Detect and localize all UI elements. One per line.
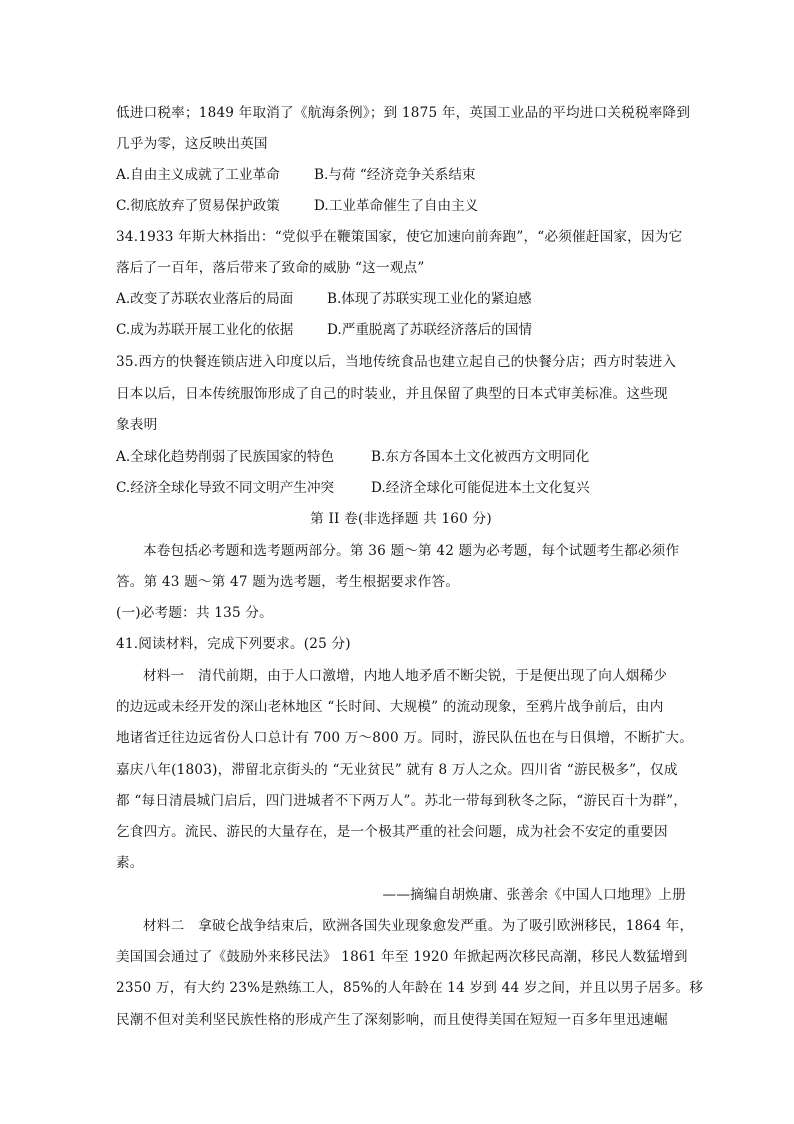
q33-stem-line-1: 低进口税率；1849 年取消了《航海条例》；到 1875 年，英国工业品的平均进口关税税率降到 (116, 105, 691, 121)
q35-stem-line-3: 象表明 (116, 417, 158, 433)
q41-material1-line-6: 乞食四方。流民、游民的大量存在，是一个极其严重的社会问题，成为社会不安定的重要因 (116, 824, 668, 840)
q34-option-a[interactable]: A.改变了苏联农业落后的局面 (116, 291, 294, 307)
q41-material2-line-3: 2350 万，有大约 23%是熟练工人，85%的人年龄在 14 岁到 44 岁之间，并且以男子居多。移 (116, 980, 704, 996)
q33-option-c[interactable]: C.彻底放弃了贸易保护政策 (116, 198, 280, 214)
q41-material2-line-1: 材料二 拿破仑战争结束后，欧洲各国失业现象愈发严重。为了吸引欧洲移民，1864 年， (143, 918, 694, 934)
q33-option-a[interactable]: A.自由主义成就了工业革命 (116, 167, 280, 183)
q35-option-b[interactable]: B.东方各国本土文化被西方文明同化 (371, 449, 590, 465)
q41-material2-line-4: 民潮不但对美利坚民族性格的形成产生了深刻影响，而且使得美国在短短一百多年里迅速崛 (116, 1012, 668, 1028)
q41-material1-line-2: 的边远或未经开发的深山老林地区 “长时间、大规模” 的流动现象，至鸦片战争前后，由内 (116, 699, 664, 715)
q35-option-c[interactable]: C.经济全球化导致不同文明产生冲突 (116, 480, 335, 496)
q33-stem-line-2: 几乎为零，这反映出英国 (116, 136, 268, 152)
q34-option-b[interactable]: B.体现了苏联实现工业化的紧迫感 (327, 291, 532, 307)
part2-intro-line-2: 答。第 43 题～第 47 题为选考题，考生根据要求作答。 (116, 574, 460, 590)
q34-option-c[interactable]: C.成为苏联开展工业化的依据 (116, 322, 294, 338)
q35-stem-line-1: 35.西方的快餐连锁店进入印度以后，当地传统食品也建立起自己的快餐分店；西方时装进入 (116, 354, 677, 370)
part2-title: 第 II 卷(非选择题 共 160 分) (310, 511, 492, 527)
q35-option-d[interactable]: D.经济全球化可能促进本土文化复兴 (371, 480, 590, 496)
q41-material1-line-7: 素。 (116, 855, 144, 871)
q34-stem-line-2: 落后了一百年，落后带来了致命的威胁 “这一观点” (116, 260, 425, 276)
q35-stem-line-2: 日本以后，日本传统服饰形成了自己的时装业，并且保留了典型的日本式审美标准。这些现 (116, 386, 668, 402)
q41-material1-source: ——摘编自胡焕庸、张善余《中国人口地理》上册 (382, 887, 686, 903)
q41-material2-line-2: 美国国会通过了《鼓励外来移民法》 1861 年至 1920 年掀起两次移民高潮，移民人数猛增到 (116, 949, 688, 965)
q41-material1-line-5: 都 “每日清晨城门启后，四门进城者不下两万人”。苏北一带每到秋冬之际，“游民百十为群”， (116, 793, 688, 809)
q41-material1-line-3: 地诸省迁往边远省份人口总计有 700 万～800 万。同时，游民队伍也在与日俱增，不断扩大。 (116, 730, 694, 746)
q41-material1-line-1: 材料一 清代前期，由于人口激增，内地人地矛盾不断尖锐，于是便出现了向人烟稀少 (143, 668, 668, 684)
q41-material1-line-4: 嘉庆八年(1803)，滞留北京街头的 “无业贫民” 就有 8 万人之众。四川省 “游民极多”，仅成 (116, 762, 678, 778)
q41-title: 41.阅读材料，完成下列要求。(25 分) (116, 636, 351, 652)
q34-stem-line-1: 34.1933 年斯大林指出：“党似乎在鞭策国家，使它加速向前奔跑”，“必须催赶国家，因为它 (116, 229, 683, 245)
part2-intro-line-1: 本卷包括必考题和选考题两部分。第 36 题～第 42 题为必考题，每个试题考生都必须作 (143, 543, 680, 559)
q33-option-d[interactable]: D.工业革命催生了自由主义 (314, 198, 479, 214)
q33-option-b[interactable]: B.与荷 “经济竞争关系结束 (314, 167, 476, 183)
part2-required-heading: (一)必考题：共 135 分。 (116, 605, 273, 621)
q35-option-a[interactable]: A.全球化趋势削弱了民族国家的特色 (116, 449, 335, 465)
q34-option-d[interactable]: D.严重脱离了苏联经济落后的国情 (327, 322, 533, 338)
